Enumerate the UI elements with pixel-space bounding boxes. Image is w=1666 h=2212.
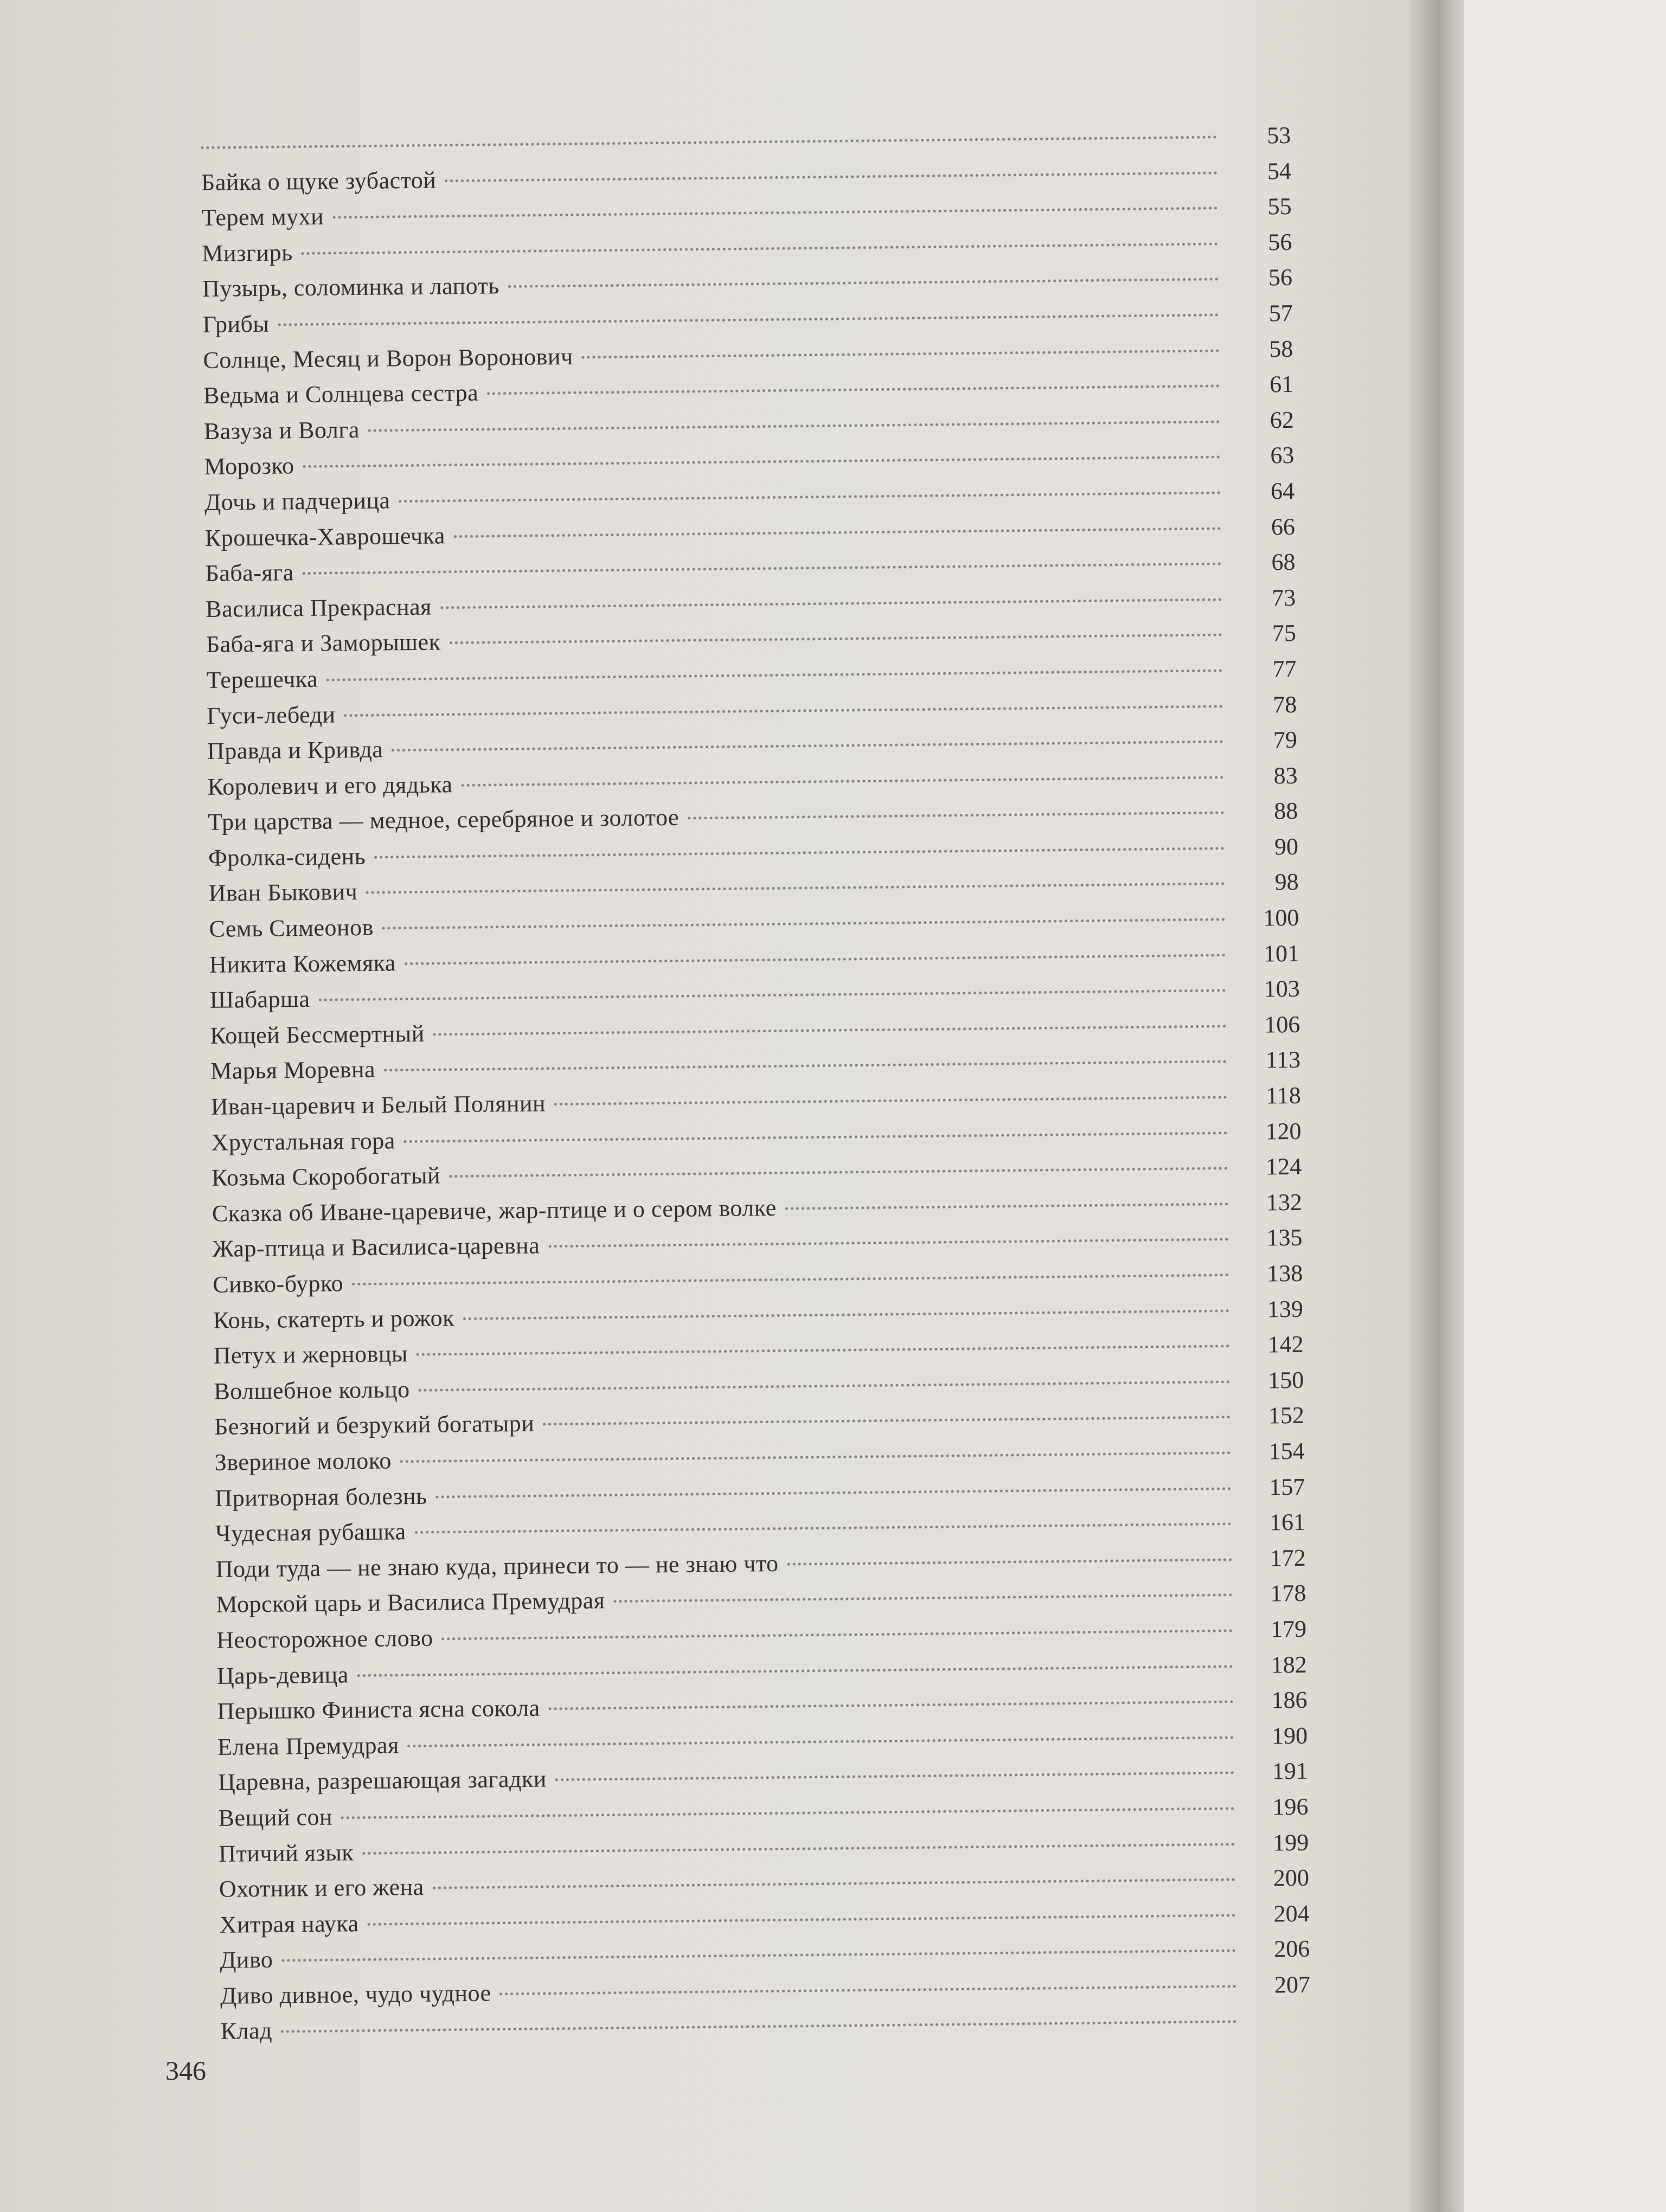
toc-entry-page: 196 [1272, 1793, 1309, 1821]
toc-entry-title: Дочь и падчерица [204, 487, 390, 516]
dot-leader [582, 349, 1220, 358]
toc-entry-title: Притворная болезнь [215, 1482, 427, 1512]
dot-leader [382, 918, 1226, 929]
dot-leader [352, 1274, 1229, 1285]
dot-leader [399, 491, 1221, 503]
toc-entry-page: 132 [1266, 1188, 1303, 1216]
toc-entry-page: 106 [1264, 1011, 1300, 1038]
dot-leader [362, 1843, 1235, 1855]
toc-entry-title: Сказка об Иване-царевиче, жар-птице и о сером волке [212, 1194, 777, 1227]
toc-entry-page: 135 [1266, 1224, 1303, 1251]
dot-leader [404, 1131, 1228, 1143]
dot-leader [449, 1167, 1228, 1178]
dot-leader [303, 456, 1221, 468]
toc-entry-page: 186 [1271, 1686, 1308, 1714]
toc-entry-page: 161 [1269, 1508, 1306, 1536]
right-page [1464, 0, 1666, 2212]
toc-entry-title: Звериное молоко [214, 1447, 392, 1476]
toc-entry-title: Конь, скатерть и рожок [213, 1304, 455, 1334]
dot-leader [433, 1025, 1227, 1036]
dot-leader [303, 562, 1222, 575]
toc-entry-title: Жар-птица и Василиса-царевна [212, 1232, 540, 1263]
toc-entry-page: 62 [1270, 406, 1294, 434]
dot-leader [499, 1985, 1236, 1995]
toc-entry-page: 88 [1274, 798, 1298, 825]
toc-entry-title: Неосторожное слово [216, 1624, 433, 1654]
dot-leader [440, 598, 1222, 609]
toc-entry-title: Пузырь, соломинка и лапоть [202, 272, 500, 303]
toc-entry-title: Шабарша [209, 986, 310, 1014]
toc-entry-title: Царь-девица [216, 1661, 349, 1689]
toc-entry-title: Морской царь и Василиса Премудрая [216, 1587, 605, 1618]
toc-entry-page: 207 [1274, 1971, 1311, 1998]
toc-entry-title: Хрустальная гора [211, 1127, 396, 1156]
toc-entry-page: 101 [1263, 940, 1300, 967]
table-of-contents [201, 118, 1311, 2049]
toc-entry-title: Кощей Бессмертный [210, 1020, 425, 1049]
toc-entry-page: 178 [1270, 1580, 1306, 1607]
toc-entry-title: Безногий и безрукий богатыри [214, 1410, 535, 1441]
dot-leader [408, 1736, 1234, 1747]
toc-entry-title: Гуси-лебеди [207, 700, 336, 729]
toc-entry-title: Байка о щуке зубастой [201, 166, 437, 196]
dot-leader [281, 2021, 1237, 2033]
toc-entry-page: 73 [1271, 584, 1296, 612]
toc-entry-title: Солнце, Месяц и Ворон Воронович [203, 343, 573, 374]
toc-entry-page: 61 [1269, 371, 1294, 398]
dot-leader [278, 313, 1219, 326]
toc-entry-title: Волшебное кольцо [214, 1375, 410, 1405]
toc-entry-title: Терем мухи [201, 203, 324, 232]
dot-leader [787, 1558, 1232, 1566]
dot-leader [405, 954, 1226, 965]
toc-entry-page: 124 [1265, 1153, 1302, 1180]
toc-entry-title: Крошечка-Хаврошечка [204, 522, 446, 551]
toc-entry-title: Петух и жерновцы [213, 1340, 408, 1369]
toc-entry-page: 103 [1264, 975, 1300, 1002]
page-number: 346 [165, 2055, 206, 2086]
toc-entry-page: 206 [1274, 1935, 1310, 1963]
toc-entry-page: 138 [1266, 1259, 1303, 1287]
toc-entry-title: Поди туда — не знаю куда, принеси то — не знаю что [215, 1549, 779, 1583]
dot-leader [442, 1629, 1233, 1640]
toc-entry-page: 182 [1271, 1651, 1308, 1679]
dot-leader [462, 776, 1224, 787]
toc-entry-page: 199 [1272, 1829, 1309, 1856]
toc-entry-title: Диво дивное, чудо чудное [220, 1979, 491, 2009]
dot-leader [368, 420, 1220, 432]
dot-leader [487, 385, 1220, 395]
toc-entry-page: 56 [1268, 228, 1292, 256]
dot-leader [344, 705, 1223, 717]
dot-leader [508, 278, 1219, 288]
toc-entry-page: 152 [1268, 1402, 1305, 1429]
toc-entry-page: 68 [1271, 549, 1296, 576]
dot-leader [281, 1949, 1236, 1962]
toc-entry-title: Фролка-сидень [208, 843, 366, 871]
dot-leader [415, 1522, 1232, 1534]
toc-entry-page: 55 [1267, 193, 1292, 220]
dot-leader [554, 1096, 1227, 1105]
toc-entry-title: Хитрая наука [219, 1909, 359, 1938]
toc-entry-page: 90 [1274, 833, 1299, 860]
dot-leader [332, 207, 1218, 219]
dot-leader [368, 1914, 1236, 1926]
toc-entry-page: 54 [1267, 157, 1292, 184]
dot-leader [341, 1807, 1235, 1819]
toc-entry-page: 100 [1263, 904, 1299, 931]
toc-entry-page: 204 [1273, 1900, 1310, 1927]
dot-leader [433, 1878, 1235, 1889]
toc-entry-page: 200 [1273, 1864, 1310, 1892]
toc-entry-page: 190 [1271, 1722, 1308, 1750]
toc-entry-title: Никита Кожемяка [209, 949, 396, 978]
toc-entry-title: Чудесная рубашка [215, 1518, 406, 1547]
dot-leader [419, 1380, 1231, 1392]
dot-leader [436, 1487, 1232, 1498]
toc-entry-page: 57 [1268, 299, 1293, 327]
dot-leader [366, 883, 1225, 895]
toc-entry-title: Елена Премудрая [217, 1732, 399, 1760]
toc-entry-page: 78 [1272, 691, 1297, 718]
dot-leader [449, 634, 1222, 645]
toc-entry-page: 118 [1266, 1082, 1302, 1109]
toc-entry-title: Баба-яга [205, 559, 294, 587]
toc-entry-title: Клад [220, 2017, 273, 2045]
toc-entry-title: Иван-царевич и Белый Полянин [210, 1090, 546, 1120]
dot-leader [688, 812, 1224, 820]
dot-leader [549, 1700, 1234, 1710]
toc-entry-page: 120 [1265, 1117, 1302, 1145]
dot-leader [543, 1416, 1231, 1426]
dot-leader [445, 171, 1218, 182]
toc-entry-title: Царевна, разрешающая загадки [217, 1765, 547, 1796]
toc-entry-title: Козьма Скоробогатый [212, 1162, 441, 1192]
toc-entry-page: 53 [1266, 121, 1291, 149]
toc-entry-title: Вещий сон [218, 1803, 333, 1831]
toc-entry-page: 172 [1270, 1544, 1306, 1572]
toc-entry-title: Морозко [204, 452, 294, 480]
dot-leader [392, 740, 1223, 751]
toc-entry-page: 150 [1268, 1366, 1304, 1394]
dot-leader [400, 1451, 1231, 1463]
toc-entry-title: Королевич и его дядька [207, 770, 453, 800]
toc-entry-page: 58 [1269, 335, 1293, 362]
dot-leader [548, 1238, 1228, 1248]
toc-entry-page: 79 [1273, 726, 1298, 754]
toc-entry-title: Мизгирь [202, 239, 293, 267]
dot-leader [555, 1772, 1234, 1782]
toc-entry-title: Марья Моревна [210, 1056, 376, 1085]
toc-entry-title: Терешечка [206, 665, 318, 693]
toc-entry-page: 77 [1272, 655, 1297, 683]
dot-leader [613, 1594, 1232, 1603]
toc-entry-title: Ведьма и Солнцева сестра [203, 379, 479, 409]
toc-entry-page: 157 [1269, 1473, 1305, 1501]
dot-leader [302, 242, 1219, 255]
toc-entry-title: Сивко-бурко [213, 1270, 344, 1298]
dot-leader [463, 1309, 1229, 1320]
toc-entry-page: 191 [1272, 1758, 1309, 1785]
toc-entry-title: Семь Симеонов [209, 914, 374, 942]
dot-leader [357, 1665, 1233, 1677]
dot-leader [326, 669, 1223, 681]
dot-leader [374, 847, 1225, 858]
toc-entry-title: Вазуза и Волга [203, 416, 360, 445]
dot-leader [416, 1345, 1230, 1356]
toc-entry-title: Перышко Финиста ясна сокола [217, 1694, 540, 1725]
toc-entry-title: Охотник и его жена [219, 1873, 424, 1902]
toc-entry-page: 142 [1267, 1331, 1304, 1358]
toc-entry-page: 56 [1268, 264, 1293, 291]
dot-leader [201, 136, 1217, 149]
toc-entry-title: Иван Быкович [208, 878, 358, 907]
toc-entry-page: 179 [1270, 1615, 1307, 1643]
dot-leader [384, 1060, 1227, 1072]
toc-entry-page: 64 [1270, 477, 1295, 505]
dot-leader [319, 989, 1226, 1002]
toc-entry-title: Грибы [202, 310, 270, 338]
dot-leader [785, 1203, 1228, 1210]
toc-entry-page: 113 [1265, 1046, 1301, 1073]
toc-entry-title: Баба-яга и Заморышек [206, 628, 441, 658]
toc-entry-page: 75 [1272, 620, 1297, 647]
dot-leader [454, 527, 1221, 538]
toc-entry-page: 63 [1270, 442, 1295, 469]
toc-entry-title: Птичий язык [219, 1838, 354, 1867]
toc-entry-title: Три царства — медное, серебряное и золотое [208, 804, 680, 836]
toc-entry-page: 83 [1273, 762, 1298, 789]
toc-entry-page: 66 [1271, 513, 1296, 540]
toc-entry-title: Правда и Кривда [207, 736, 383, 765]
toc-entry-page: 139 [1267, 1295, 1304, 1323]
toc-entry-title: Диво [220, 1946, 273, 1974]
toc-entry-page: 154 [1268, 1437, 1305, 1465]
toc-entry-title: Василиса Прекрасная [206, 593, 432, 622]
toc-entry-page: 98 [1274, 869, 1299, 896]
